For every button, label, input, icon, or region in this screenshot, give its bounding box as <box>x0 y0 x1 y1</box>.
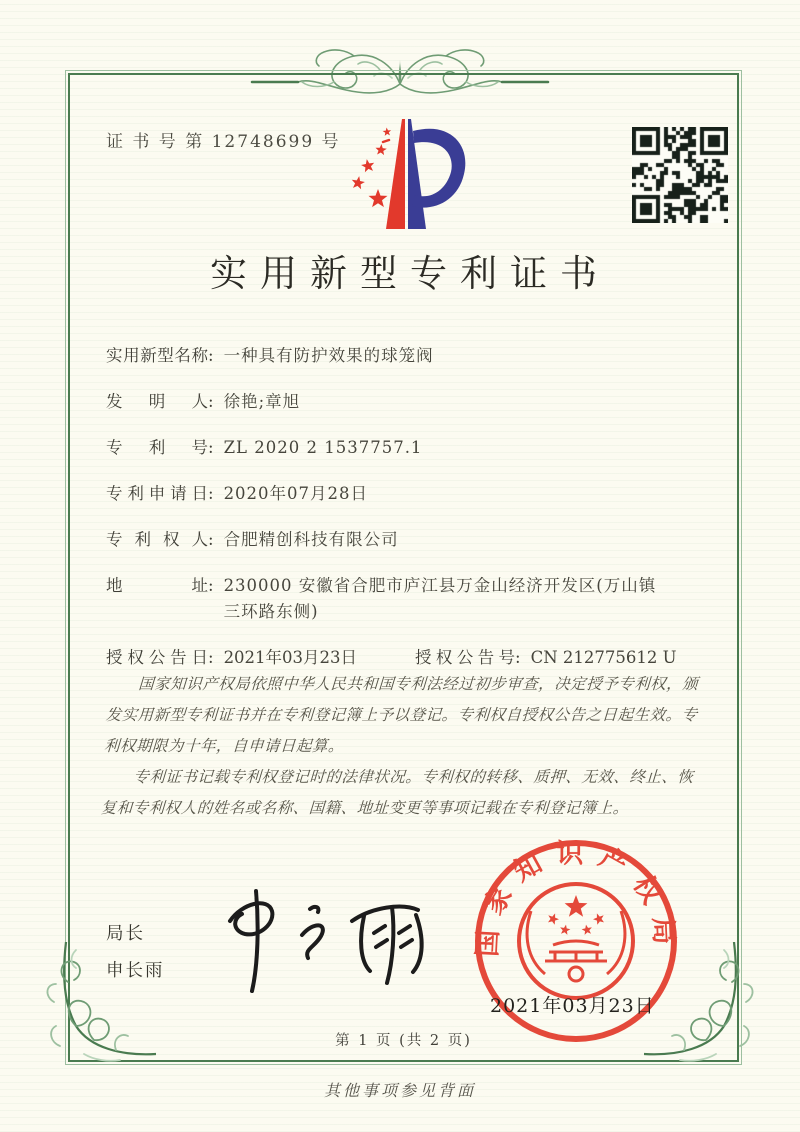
field-row-address: 地址 : 230000 安徽省合肥市庐江县万金山经济开发区(万山镇三环路东侧) <box>106 573 715 625</box>
certificate-frame <box>65 70 742 1065</box>
qr-code <box>632 127 728 223</box>
signer-name: 申长雨 <box>106 961 165 981</box>
legal-text <box>100 669 713 824</box>
bottom-right-corner-ornament <box>644 942 776 1070</box>
seal-ring-text: 国家知识产权局 <box>472 838 680 959</box>
field-row-patentee: 专利权人 : 合肥精创科技有限公司 <box>106 527 715 553</box>
field-list <box>106 343 715 691</box>
grant-date-pair: 授权公告日: 2021年03月23日 <box>106 645 357 671</box>
certificate-number: 证 书 号 第 12748699 号 <box>106 132 341 152</box>
field-label: 专利权人 <box>106 530 208 549</box>
field-label: 地址 <box>106 576 208 595</box>
field-value: 一种具有防护效果的球笼阀 <box>223 346 434 365</box>
field-label: 发明人 <box>106 392 208 411</box>
signer-title: 局长 <box>106 924 145 944</box>
field-row-patent-number: 专利号 : ZL 2020 2 1537757.1 <box>106 435 715 461</box>
cnipa-logo-icon <box>334 111 474 237</box>
field-value: ZL 2020 2 1537757.1 <box>223 438 423 457</box>
legal-paragraph-1: 国家知识产权局依照中华人民共和国专利法经过初步审查，决定授予专利权，颁发实用新型专利证书并在专利登记簿上予以登记。专利权自授权公告之日起生效。专利权期限为十年，自申请日起算。 <box>103 675 699 755</box>
field-value: CN 212775612 U <box>530 648 677 667</box>
field-label: 实用新型名称 <box>106 346 208 365</box>
seal-date: 2021年03月23日 <box>490 995 655 1017</box>
national-emblem-icon <box>519 884 633 998</box>
field-value: 2020年07月28日 <box>223 484 369 503</box>
field-value: 230000 安徽省合肥市庐江县万金山经济开发区(万山镇三环路东侧) <box>223 576 657 621</box>
logo-red-spike <box>386 119 405 229</box>
field-value: 合肥精创科技有限公司 <box>223 530 399 549</box>
field-row-inventor: 发明人 : 徐艳;章旭 <box>106 389 715 415</box>
field-row-grant <box>106 645 715 671</box>
field-row-name: 实用新型名称 : 一种具有防护效果的球笼阀 <box>106 343 715 369</box>
field-label: 专利申请日 <box>106 484 208 503</box>
field-row-filing-date: 专利申请日 : 2020年07月28日 <box>106 481 715 507</box>
field-label: 授权公告号 <box>415 648 516 667</box>
certificate-title: 实用新型专利证书 <box>210 252 610 295</box>
grant-number-pair: 授权公告号: CN 212775612 U <box>415 645 677 671</box>
field-value: 2021年03月23日 <box>223 648 358 667</box>
back-note: 其他事项参见背面 <box>323 1081 476 1100</box>
field-value: 徐艳;章旭 <box>223 392 301 411</box>
bottom-left-corner-ornament <box>24 942 156 1070</box>
page-number: 第 1 页 (共 2 页) <box>335 1033 472 1049</box>
field-label: 授权公告日 <box>106 648 208 667</box>
signature-autograph <box>214 879 454 997</box>
legal-paragraph-2: 专利证书记载专利权登记时的法律状况。专利权的转移、质押、无效、终止、恢复和专利权人的姓名或名称、国籍、地址变更等事项记载在专利登记簿上。 <box>100 768 694 817</box>
field-label: 专利号 <box>106 438 208 457</box>
